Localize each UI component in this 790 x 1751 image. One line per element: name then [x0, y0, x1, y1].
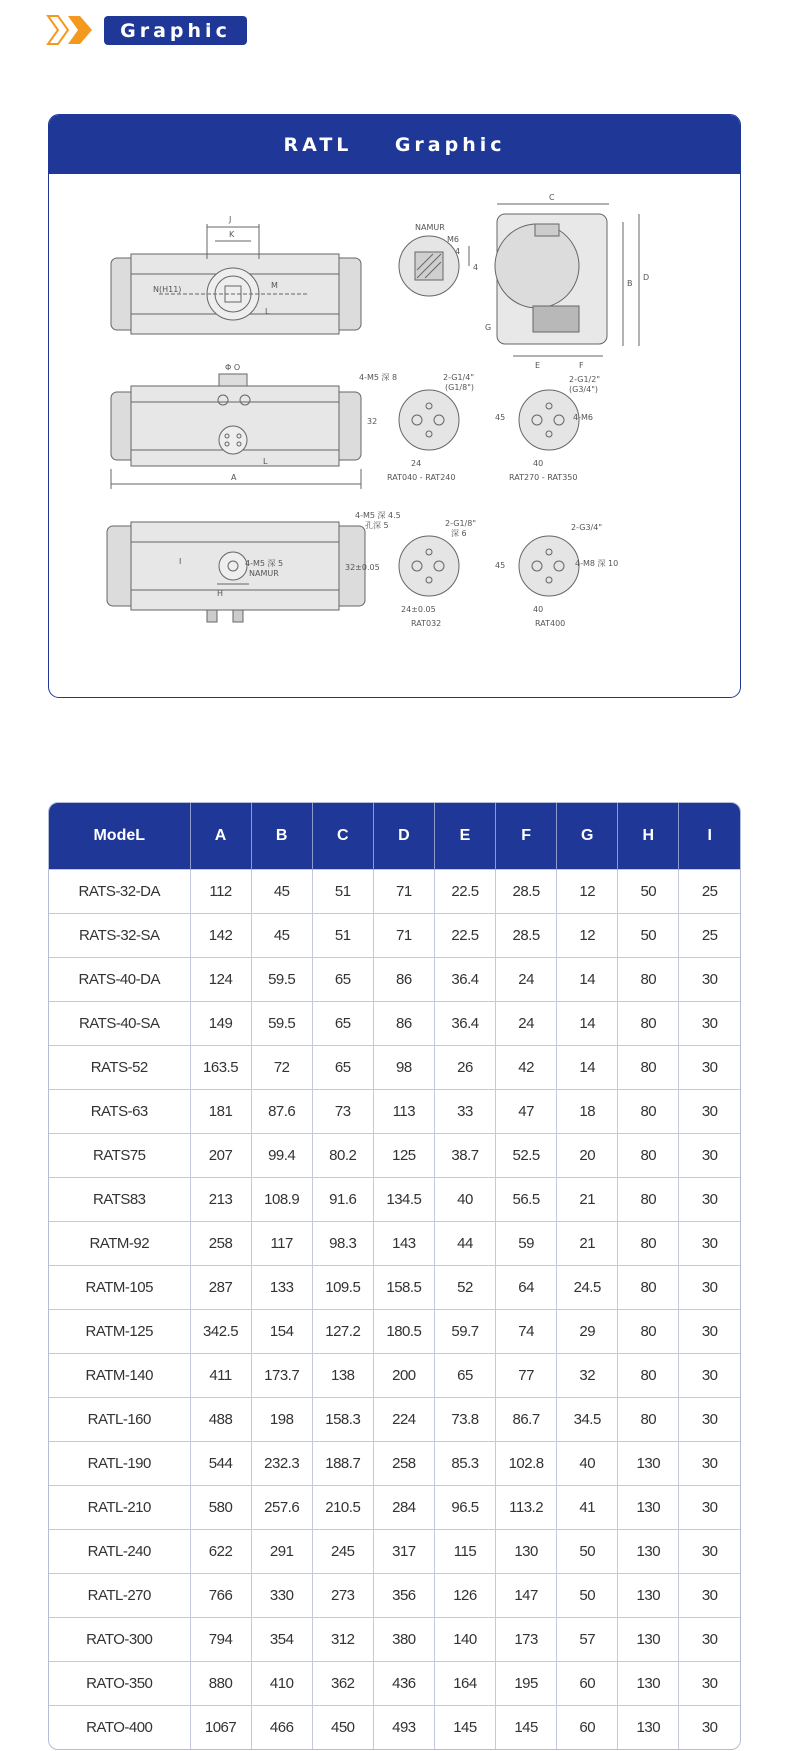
col-d: D [373, 803, 434, 870]
value-cell: 74 [496, 1310, 557, 1354]
value-cell: 117 [251, 1222, 312, 1266]
value-cell: 30 [679, 1046, 740, 1090]
value-cell: 65 [312, 1002, 373, 1046]
value-cell: 173 [496, 1618, 557, 1662]
value-cell: 59.5 [251, 958, 312, 1002]
model-cell: RATS-40-DA [49, 958, 190, 1002]
value-cell: 108.9 [251, 1178, 312, 1222]
model-cell: RATS83 [49, 1178, 190, 1222]
model-cell: RATS-63 [49, 1090, 190, 1134]
value-cell: 158.5 [373, 1266, 434, 1310]
value-cell: 115 [434, 1530, 495, 1574]
value-cell: 544 [190, 1442, 251, 1486]
value-cell: 32 [557, 1354, 618, 1398]
value-cell: 42 [496, 1046, 557, 1090]
value-cell: 30 [679, 1706, 740, 1750]
value-cell: 411 [190, 1354, 251, 1398]
value-cell: 80 [618, 1178, 679, 1222]
namur-label: NAMUR [415, 223, 445, 232]
value-cell: 80 [618, 1134, 679, 1178]
port-g14: 2-G1/4" [443, 373, 475, 382]
value-cell: 59 [496, 1222, 557, 1266]
table-row [49, 1354, 740, 1398]
value-cell: 80 [618, 1002, 679, 1046]
value-cell: 30 [679, 1310, 740, 1354]
col-a: A [190, 803, 251, 870]
port-m8: 4-M8 深 10 [575, 559, 619, 568]
value-cell: 130 [618, 1618, 679, 1662]
value-cell: 50 [618, 870, 679, 914]
value-cell: 73 [312, 1090, 373, 1134]
model-cell: RATO-350 [49, 1662, 190, 1706]
table-row [49, 1530, 740, 1574]
value-cell: 112 [190, 870, 251, 914]
value-cell: 291 [251, 1530, 312, 1574]
caption-rat032: RAT032 [411, 619, 442, 628]
value-cell: 356 [373, 1574, 434, 1618]
table-row [49, 1134, 740, 1178]
value-cell: 450 [312, 1706, 373, 1750]
col-h: H [618, 803, 679, 870]
model-cell: RATL-270 [49, 1574, 190, 1618]
dim-l: L [265, 307, 270, 316]
table-row [49, 958, 740, 1002]
value-cell: 60 [557, 1706, 618, 1750]
value-cell: 98 [373, 1046, 434, 1090]
value-cell: 40 [434, 1178, 495, 1222]
value-cell: 126 [434, 1574, 495, 1618]
port-g34: (G3/4") [569, 385, 598, 394]
value-cell: 130 [496, 1530, 557, 1574]
value-cell: 34.5 [557, 1398, 618, 1442]
value-cell: 80 [618, 1266, 679, 1310]
value-cell: 173.7 [251, 1354, 312, 1398]
value-cell: 21 [557, 1222, 618, 1266]
value-cell: 25 [679, 914, 740, 958]
model-cell: RATM-125 [49, 1310, 190, 1354]
value-cell: 188.7 [312, 1442, 373, 1486]
namur-label-2: NAMUR [249, 569, 279, 578]
value-cell: 47 [496, 1090, 557, 1134]
value-cell: 52.5 [496, 1134, 557, 1178]
model-cell: RATS-40-SA [49, 1002, 190, 1046]
value-cell: 207 [190, 1134, 251, 1178]
table-row [49, 1398, 740, 1442]
col-c: C [312, 803, 373, 870]
value-cell: 96.5 [434, 1486, 495, 1530]
value-cell: 41 [557, 1486, 618, 1530]
value-cell: 29 [557, 1310, 618, 1354]
value-cell: 59.7 [434, 1310, 495, 1354]
panel-title: RATL Graphic [49, 115, 740, 174]
value-cell: 30 [679, 1222, 740, 1266]
model-cell: RATM-92 [49, 1222, 190, 1266]
value-cell: 410 [251, 1662, 312, 1706]
value-cell: 36.4 [434, 958, 495, 1002]
value-cell: 794 [190, 1618, 251, 1662]
value-cell: 85.3 [434, 1442, 495, 1486]
value-cell: 127.2 [312, 1310, 373, 1354]
value-cell: 50 [618, 914, 679, 958]
value-cell: 30 [679, 1574, 740, 1618]
value-cell: 30 [679, 1134, 740, 1178]
value-cell: 18 [557, 1090, 618, 1134]
table-row [49, 1178, 740, 1222]
dim-i: I [179, 557, 182, 566]
table-row [49, 1442, 740, 1486]
port-g18b: 2-G1/8" [445, 519, 477, 528]
value-cell: 130 [618, 1530, 679, 1574]
dim-45b: 45 [495, 561, 506, 570]
value-cell: 130 [618, 1574, 679, 1618]
value-cell: 30 [679, 1002, 740, 1046]
value-cell: 77 [496, 1354, 557, 1398]
value-cell: 59.5 [251, 1002, 312, 1046]
value-cell: 80 [618, 1398, 679, 1442]
value-cell: 71 [373, 870, 434, 914]
value-cell: 145 [434, 1706, 495, 1750]
value-cell: 257.6 [251, 1486, 312, 1530]
value-cell: 102.8 [496, 1442, 557, 1486]
value-cell: 12 [557, 914, 618, 958]
value-cell: 80 [618, 1222, 679, 1266]
value-cell: 30 [679, 1486, 740, 1530]
dim-k: K [229, 230, 235, 239]
value-cell: 1067 [190, 1706, 251, 1750]
dim-45a: 45 [495, 413, 506, 422]
value-cell: 493 [373, 1706, 434, 1750]
value-cell: 22.5 [434, 914, 495, 958]
col-e: E [434, 803, 495, 870]
dim-24b: 24±0.05 [401, 605, 436, 614]
value-cell: 181 [190, 1090, 251, 1134]
value-cell: 52 [434, 1266, 495, 1310]
dim-n: N(H11) [153, 285, 182, 294]
value-cell: 91.6 [312, 1178, 373, 1222]
model-cell: RATL-190 [49, 1442, 190, 1486]
dim-a: A [231, 473, 237, 482]
value-cell: 147 [496, 1574, 557, 1618]
value-cell: 354 [251, 1618, 312, 1662]
value-cell: 232.3 [251, 1442, 312, 1486]
value-cell: 26 [434, 1046, 495, 1090]
table-row [49, 1222, 740, 1266]
value-cell: 50 [557, 1574, 618, 1618]
model-cell: RATL-160 [49, 1398, 190, 1442]
model-cell: RATL-240 [49, 1530, 190, 1574]
value-cell: 125 [373, 1134, 434, 1178]
value-cell: 766 [190, 1574, 251, 1618]
table-row [49, 1046, 740, 1090]
value-cell: 24.5 [557, 1266, 618, 1310]
value-cell: 130 [618, 1662, 679, 1706]
value-cell: 72 [251, 1046, 312, 1090]
value-cell: 60 [557, 1662, 618, 1706]
value-cell: 224 [373, 1398, 434, 1442]
value-cell: 30 [679, 1442, 740, 1486]
table-row [49, 914, 740, 958]
value-cell: 80 [618, 958, 679, 1002]
port-m5-5: 4-M5 深 5 [245, 559, 284, 568]
value-cell: 50 [557, 1530, 618, 1574]
table-row [49, 1574, 740, 1618]
model-cell: RATS-52 [49, 1046, 190, 1090]
model-cell: RATS-32-DA [49, 870, 190, 914]
caption-rat400: RAT400 [535, 619, 566, 628]
value-cell: 880 [190, 1662, 251, 1706]
value-cell: 198 [251, 1398, 312, 1442]
value-cell: 51 [312, 914, 373, 958]
value-cell: 14 [557, 958, 618, 1002]
value-cell: 30 [679, 958, 740, 1002]
value-cell: 30 [679, 1266, 740, 1310]
value-cell: 130 [618, 1706, 679, 1750]
caption-rat040: RAT040 - RAT240 [387, 473, 456, 482]
value-cell: 65 [434, 1354, 495, 1398]
port-m5-45: 4-M5 深 4.5 [355, 511, 401, 520]
value-cell: 86 [373, 958, 434, 1002]
section-badge: Graphic [104, 16, 247, 45]
value-cell: 213 [190, 1178, 251, 1222]
port-g18: (G1/8") [445, 383, 474, 392]
dim-f: F [579, 361, 584, 370]
dim-j: J [229, 215, 232, 224]
value-cell: 342.5 [190, 1310, 251, 1354]
value-cell: 580 [190, 1486, 251, 1530]
value-cell: 57 [557, 1618, 618, 1662]
value-cell: 14 [557, 1002, 618, 1046]
table-row [49, 1662, 740, 1706]
technical-drawing [49, 174, 741, 697]
value-cell: 273 [312, 1574, 373, 1618]
value-cell: 25 [679, 870, 740, 914]
col-g: G [557, 803, 618, 870]
value-cell: 109.5 [312, 1266, 373, 1310]
value-cell: 24 [496, 958, 557, 1002]
value-cell: 28.5 [496, 870, 557, 914]
dimension-table [48, 802, 741, 1750]
dim-32: 32 [367, 417, 378, 426]
dim-d: D [643, 273, 650, 282]
value-cell: 30 [679, 1530, 740, 1574]
value-cell: 130 [618, 1442, 679, 1486]
value-cell: 180.5 [373, 1310, 434, 1354]
dim-l2: L [263, 457, 268, 466]
table-row [49, 1310, 740, 1354]
value-cell: 80 [618, 1310, 679, 1354]
dim-o: Φ O [225, 363, 241, 372]
value-cell: 98.3 [312, 1222, 373, 1266]
table-row [49, 1002, 740, 1046]
value-cell: 30 [679, 1178, 740, 1222]
hole-depth-5: 孔深 5 [365, 521, 389, 530]
table-row [49, 1090, 740, 1134]
value-cell: 258 [190, 1222, 251, 1266]
value-cell: 44 [434, 1222, 495, 1266]
table-row [49, 870, 740, 914]
value-cell: 163.5 [190, 1046, 251, 1090]
value-cell: 284 [373, 1486, 434, 1530]
value-cell: 12 [557, 870, 618, 914]
value-cell: 36.4 [434, 1002, 495, 1046]
value-cell: 362 [312, 1662, 373, 1706]
value-cell: 20 [557, 1134, 618, 1178]
table-header-row [49, 803, 740, 870]
dim-m6: M6 [447, 235, 459, 244]
model-cell: RATO-300 [49, 1618, 190, 1662]
value-cell: 30 [679, 1090, 740, 1134]
value-cell: 287 [190, 1266, 251, 1310]
value-cell: 99.4 [251, 1134, 312, 1178]
value-cell: 30 [679, 1354, 740, 1398]
value-cell: 154 [251, 1310, 312, 1354]
value-cell: 145 [496, 1706, 557, 1750]
value-cell: 21 [557, 1178, 618, 1222]
value-cell: 51 [312, 870, 373, 914]
value-cell: 22.5 [434, 870, 495, 914]
value-cell: 80 [618, 1354, 679, 1398]
value-cell: 380 [373, 1618, 434, 1662]
value-cell: 622 [190, 1530, 251, 1574]
port-g12: 2-G1/2" [569, 375, 601, 384]
value-cell: 133 [251, 1266, 312, 1310]
value-cell: 38.7 [434, 1134, 495, 1178]
value-cell: 245 [312, 1530, 373, 1574]
value-cell: 45 [251, 870, 312, 914]
dim-32b: 32±0.05 [345, 563, 380, 572]
value-cell: 140 [434, 1618, 495, 1662]
model-cell: RATM-105 [49, 1266, 190, 1310]
model-cell: RATL-210 [49, 1486, 190, 1530]
value-cell: 14 [557, 1046, 618, 1090]
value-cell: 87.6 [251, 1090, 312, 1134]
value-cell: 71 [373, 914, 434, 958]
value-cell: 45 [251, 914, 312, 958]
value-cell: 86 [373, 1002, 434, 1046]
table-row [49, 1486, 740, 1530]
model-cell: RATS-32-SA [49, 914, 190, 958]
value-cell: 64 [496, 1266, 557, 1310]
value-cell: 86.7 [496, 1398, 557, 1442]
value-cell: 30 [679, 1398, 740, 1442]
value-cell: 130 [618, 1486, 679, 1530]
value-cell: 65 [312, 1046, 373, 1090]
depth-6: 深 6 [451, 529, 467, 538]
table-row [49, 1266, 740, 1310]
graphic-panel [48, 114, 741, 698]
dim-40b: 40 [533, 605, 544, 614]
dim-24: 24 [411, 459, 422, 468]
table-row [49, 1706, 740, 1750]
col-b: B [251, 803, 312, 870]
value-cell: 138 [312, 1354, 373, 1398]
col-model: ModeL [49, 803, 190, 870]
value-cell: 73.8 [434, 1398, 495, 1442]
value-cell: 40 [557, 1442, 618, 1486]
value-cell: 488 [190, 1398, 251, 1442]
value-cell: 33 [434, 1090, 495, 1134]
value-cell: 124 [190, 958, 251, 1002]
value-cell: 142 [190, 914, 251, 958]
value-cell: 158.3 [312, 1398, 373, 1442]
dim-m: M [271, 281, 278, 290]
col-i: I [679, 803, 740, 870]
value-cell: 317 [373, 1530, 434, 1574]
value-cell: 28.5 [496, 914, 557, 958]
value-cell: 24 [496, 1002, 557, 1046]
value-cell: 210.5 [312, 1486, 373, 1530]
port-g34b: 2-G3/4" [571, 523, 603, 532]
value-cell: 134.5 [373, 1178, 434, 1222]
value-cell: 65 [312, 958, 373, 1002]
chevron-right-icon [46, 14, 96, 46]
dim-b: B [627, 279, 633, 288]
value-cell: 56.5 [496, 1178, 557, 1222]
value-cell: 466 [251, 1706, 312, 1750]
value-cell: 30 [679, 1618, 740, 1662]
model-cell: RATO-400 [49, 1706, 190, 1750]
port-m6: 4-M6 [573, 413, 593, 422]
dim-g: G [485, 323, 492, 332]
value-cell: 80 [618, 1046, 679, 1090]
value-cell: 195 [496, 1662, 557, 1706]
value-cell: 30 [679, 1662, 740, 1706]
caption-rat270: RAT270 - RAT350 [509, 473, 578, 482]
dim-4a: 4 [455, 247, 461, 256]
value-cell: 258 [373, 1442, 434, 1486]
dim-c: C [549, 193, 555, 202]
value-cell: 113 [373, 1090, 434, 1134]
value-cell: 436 [373, 1662, 434, 1706]
col-f: F [496, 803, 557, 870]
dim-4b: 4 [473, 263, 479, 272]
value-cell: 80 [618, 1090, 679, 1134]
value-cell: 80.2 [312, 1134, 373, 1178]
value-cell: 312 [312, 1618, 373, 1662]
table-row [49, 1618, 740, 1662]
dim-e: E [535, 361, 541, 370]
value-cell: 149 [190, 1002, 251, 1046]
value-cell: 143 [373, 1222, 434, 1266]
value-cell: 164 [434, 1662, 495, 1706]
dim-h: H [217, 589, 224, 598]
value-cell: 330 [251, 1574, 312, 1618]
model-cell: RATM-140 [49, 1354, 190, 1398]
model-cell: RATS75 [49, 1134, 190, 1178]
dim-40a: 40 [533, 459, 544, 468]
value-cell: 113.2 [496, 1486, 557, 1530]
value-cell: 200 [373, 1354, 434, 1398]
port-m5-8: 4-M5 深 8 [359, 373, 398, 382]
